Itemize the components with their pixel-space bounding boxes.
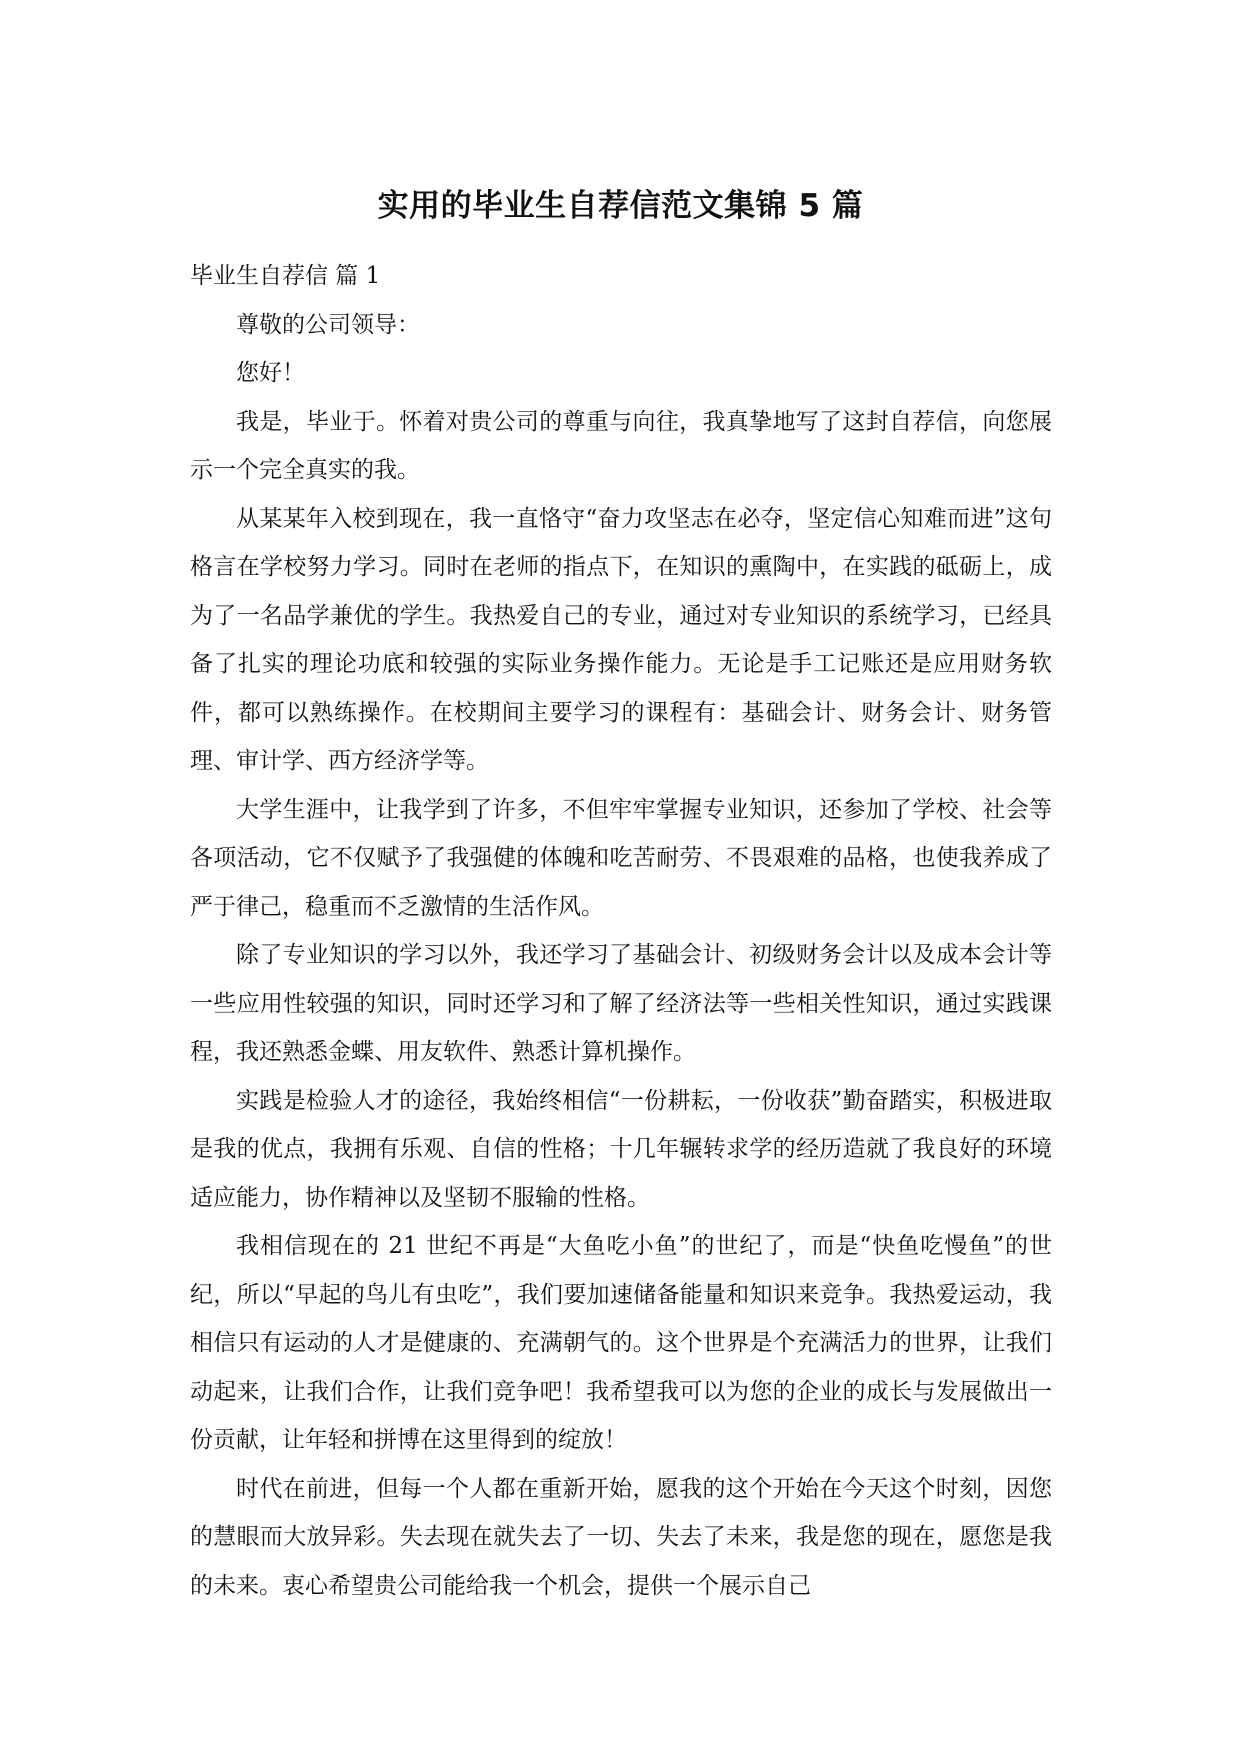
section-heading: 毕业生自荐信 篇 1	[190, 263, 381, 289]
body-paragraph: 实践是检验人才的途径，我始终相信“一份耕耘，一份收获”勤奋踏实，积极进取是我的优点，我拥有乐观、自信的性格；十几年辗转求学的经历造就了我良好的环境适应能力，协作精神以及坚韧不服输的性格。	[190, 1087, 1052, 1211]
body-paragraph: 时代在前进，但每一个人都在重新开始，愿我的这个开始在今天这个时刻，因您的慧眼而大放异彩。失去现在就失去了一切、失去了未来，我是您的现在，愿您是我的未来。衷心希望贵公司能给我一个机会，提供一个展示自己	[190, 1475, 1052, 1599]
body-paragraph: 除了专业知识的学习以外，我还学习了基础会计、初级财务会计以及成本会计等一些应用性较强的知识，同时还学习和了解了经济法等一些相关性知识，通过实践课程，我还熟悉金蝶、用友软件、熟悉计算机操作。	[190, 942, 1052, 1065]
document-title: 实用的毕业生自荐信范文集锦 5 篇	[377, 188, 864, 224]
body-paragraph: 我相信现在的 21 世纪不再是“大鱼吃小鱼”的世纪了，而是“快鱼吃慢鱼”的世纪，所以“早起的鸟儿有虫吃”，我们要加速储备能量和知识来竞争。我热爱运动，我相信只有运动的人才是健康的、充满朝气的。这个世界是个充满活力的世界，让我们动起来，让我们合作，让我们竞争吧！我希望我可以为您的企业的成长与发展做出一份贡献，让年轻和拼博在这里得到的绽放！	[190, 1233, 1052, 1453]
body-paragraph: 我是，毕业于。怀着对贵公司的尊重与向往，我真挚地写了这封自荐信，向您展示一个完全真实的我。	[190, 408, 1052, 483]
body-paragraph: 大学生涯中，让我学到了许多，不但牢牢掌握专业知识，还参加了学校、社会等各项活动，它不仅赋予了我强健的体魄和吃苦耐劳、不畏艰难的品格，也使我养成了严于律己，稳重而不乏激情的生活作风。	[190, 796, 1052, 920]
document-body	[190, 252, 1052, 1610]
greeting: 您好！	[236, 360, 305, 386]
body-paragraph: 从某某年入校到现在，我一直恪守“奋力攻坚志在必夺，坚定信心知难而进”这句格言在学校努力学习。同时在老师的指点下，在知识的熏陶中，在实践的砥砺上，成为了一名品学兼优的学生。我热爱自己的专业，通过对专业知识的系统学习，已经具备了扎实的理论功底和较强的实际业务操作能力。无论是手工记账还是应用财务软件，都可以熟练操作。在校期间主要学习的课程有：基础会计、财务会计、财务管理、审计学、西方经济学等。	[190, 505, 1052, 774]
salutation: 尊敬的公司领导：	[236, 311, 420, 338]
